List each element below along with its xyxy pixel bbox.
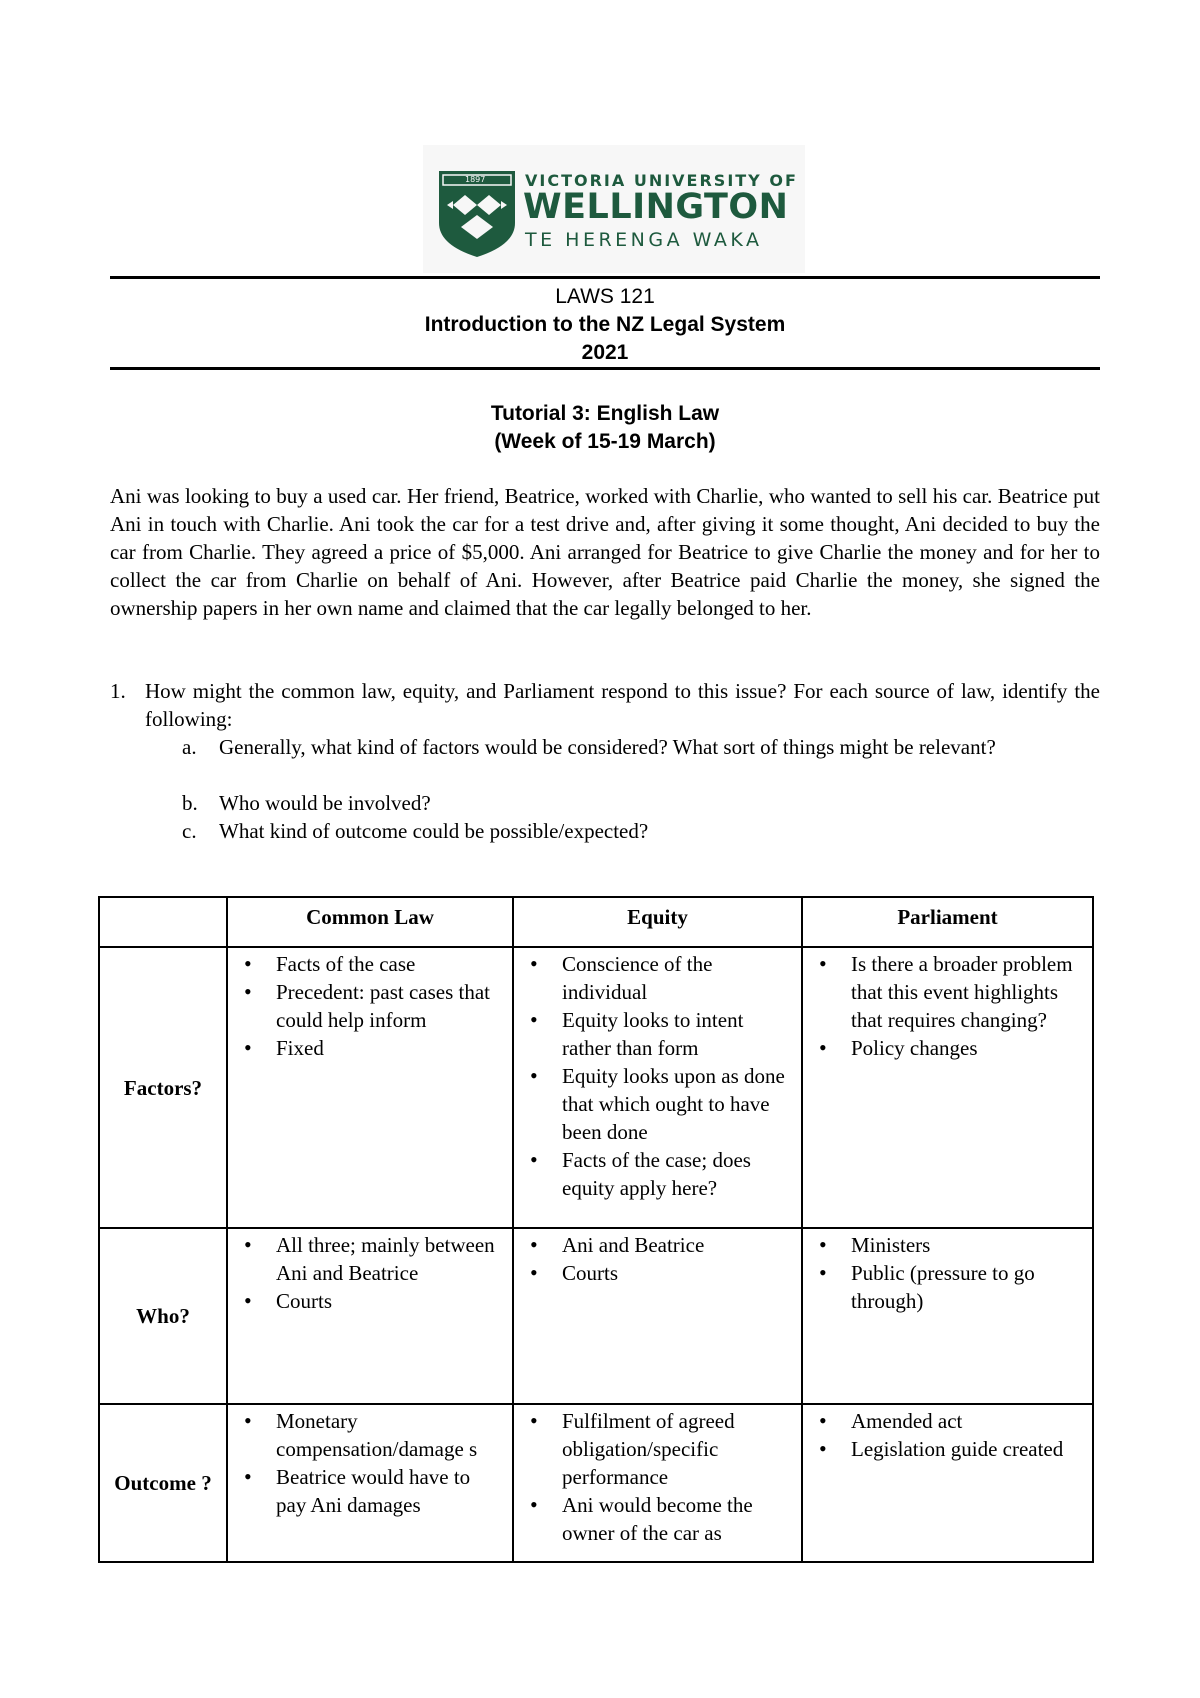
list-item: • Is there a broader problem that this event highlights that requires changing?: [811, 950, 1084, 1034]
university-logo: [423, 145, 805, 273]
table-cell: [802, 1228, 1093, 1404]
course-year: 2021: [581, 341, 629, 364]
column-header: Parliament: [802, 897, 1093, 947]
table-row: [99, 1228, 1093, 1404]
sub-question-letter: a.: [182, 735, 197, 759]
table-cell: [227, 947, 513, 1228]
sub-question-text: What kind of outcome could be possible/expected?: [219, 819, 649, 843]
list-item: • Legislation guide created: [811, 1435, 1084, 1463]
table-cell: [513, 1404, 802, 1562]
table-cell: [227, 1404, 513, 1562]
list-item: • Fulfilment of agreed obligation/specific performance: [522, 1407, 793, 1491]
list-item: • Facts of the case: [236, 950, 504, 978]
table-row: [99, 947, 1093, 1228]
table-cell: [802, 947, 1093, 1228]
sources-of-law-table: [98, 896, 1094, 1563]
scenario-paragraph: Ani was looking to buy a used car. Her friend, Beatrice, worked with Charlie, who wanted to sell his car. Beatrice put Ani in touch with Charlie. Ani took the car for a test drive and, after giving it some thought, Ani decided to buy the car from Charlie. They agreed a price of $5,000. Ani arranged for Beatrice to give Charlie the money and for her to collect the car from Charlie on behalf of Ani. However, after Beatrice paid Charlie the money, she signed the ownership papers in her own name and claimed that the car legally belonged to her.: [110, 484, 1100, 620]
list-item: • Fixed: [236, 1034, 504, 1062]
logo-wellington: WELLINGTON: [523, 187, 789, 227]
row-header: Who?: [99, 1228, 227, 1404]
header-top-rule: [110, 276, 1100, 279]
list-item: • Amended act: [811, 1407, 1084, 1435]
logo-university-name: VICTORIA UNIVERSITY OF: [525, 171, 798, 190]
list-item: • Equity looks to intent rather than form: [522, 1006, 793, 1062]
list-item: • Public (pressure to go through): [811, 1259, 1084, 1315]
table-row: [99, 1404, 1093, 1562]
list-item: • Precedent: past cases that could help inform: [236, 978, 504, 1034]
list-item: • Courts: [236, 1287, 504, 1315]
list-item: • Courts: [522, 1259, 793, 1287]
row-header: Outcome ?: [99, 1404, 227, 1562]
sub-question-letter: b.: [182, 791, 198, 815]
sub-question-letter: c.: [182, 819, 197, 843]
list-item: • Beatrice would have to pay Ani damages: [236, 1463, 504, 1519]
list-item: • Monetary compensation/damage s: [236, 1407, 504, 1463]
list-item: • Conscience of the individual: [522, 950, 793, 1006]
list-item: • Facts of the case; does equity apply here?: [522, 1146, 793, 1202]
table-cell: [513, 1228, 802, 1404]
column-header: Common Law: [227, 897, 513, 947]
question-text: How might the common law, equity, and Parliament respond to this issue? For each source of law, identify the following:: [145, 679, 1100, 731]
tutorial-week: (Week of 15-19 March): [494, 430, 716, 453]
header-bottom-rule: [110, 367, 1100, 370]
table-cell: [513, 947, 802, 1228]
row-header: Factors?: [99, 947, 227, 1228]
list-item: • All three; mainly between Ani and Beatrice: [236, 1231, 504, 1287]
question-number: 1.: [110, 679, 126, 703]
list-item: • Policy changes: [811, 1034, 1084, 1062]
table-header-row: [99, 897, 1093, 947]
course-code: LAWS 121: [555, 285, 655, 308]
course-title: Introduction to the NZ Legal System: [424, 313, 786, 336]
table-corner-cell: [99, 897, 227, 947]
column-header: Equity: [513, 897, 802, 947]
list-item: • Ani and Beatrice: [522, 1231, 793, 1259]
tutorial-title: Tutorial 3: English Law: [490, 402, 720, 425]
sub-question-text: Who would be involved?: [219, 791, 431, 815]
logo-maori-name: TE HERENGA WAKA: [525, 229, 763, 251]
shield-crest-icon: [423, 145, 523, 273]
list-item: • Ministers: [811, 1231, 1084, 1259]
list-item: • Equity looks upon as done that which ought to have been done: [522, 1062, 793, 1146]
table-cell: [802, 1404, 1093, 1562]
table-cell: [227, 1228, 513, 1404]
sub-question-text: Generally, what kind of factors would be considered? What sort of things might be relevant?: [219, 735, 996, 759]
list-item: • Ani would become the owner of the car as: [522, 1491, 793, 1547]
logo-year: 1897: [465, 175, 486, 184]
